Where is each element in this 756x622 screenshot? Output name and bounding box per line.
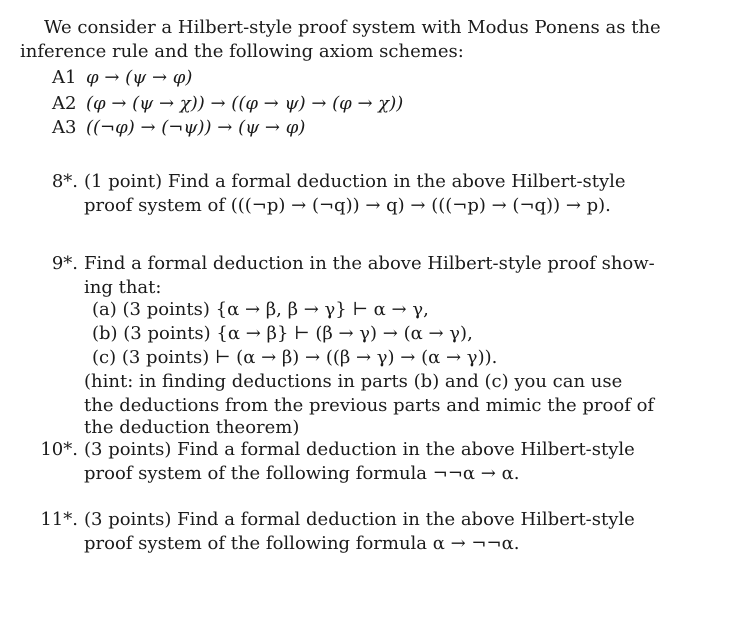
hint-text: (hint: in finding deductions in parts (b) and (c) you can use bbox=[84, 371, 623, 392]
problem-number: 9*. bbox=[51, 253, 78, 274]
subpart-a: (a) (3 points) {α → β, β → γ} ⊢ α → γ, bbox=[92, 299, 429, 320]
axiom-label: A1 bbox=[52, 67, 77, 88]
axiom-label: A2 bbox=[52, 93, 77, 114]
axiom-formula: φ → (ψ → φ) bbox=[86, 67, 193, 88]
problem-text: proof system of (((¬p) → (¬q)) → q) → (((¬p) → (¬q)) → p). bbox=[84, 195, 611, 216]
problem-text: (1 point) Find a formal deduction in the above Hilbert-style bbox=[84, 171, 626, 192]
subpart-b: (b) (3 points) {α → β} ⊢ (β → γ) → (α → γ), bbox=[92, 323, 473, 344]
intro-line-2: inference rule and the following axiom schemes: bbox=[20, 41, 464, 62]
problem-number: 10*. bbox=[40, 439, 78, 460]
axiom-a2 bbox=[52, 92, 403, 116]
problem-text: proof system of the following formula ¬¬α → α. bbox=[84, 463, 520, 484]
problem-number: 11*. bbox=[40, 509, 78, 530]
problem-text: (3 points) Find a formal deduction in the above Hilbert-style bbox=[84, 439, 635, 460]
axiom-a1 bbox=[52, 66, 192, 90]
axiom-formula: ((¬φ) → (¬ψ)) → (ψ → φ) bbox=[86, 117, 306, 138]
problem-text: Find a formal deduction in the above Hilbert-style proof show- bbox=[84, 253, 655, 274]
problem-number: 8*. bbox=[51, 171, 78, 192]
hint-text: the deduction theorem) bbox=[84, 417, 300, 438]
problem-text: ing that: bbox=[84, 277, 162, 298]
axiom-formula: (φ → (ψ → χ)) → ((φ → ψ) → (φ → χ)) bbox=[86, 93, 404, 114]
problem-text: (3 points) Find a formal deduction in the above Hilbert-style bbox=[84, 509, 635, 530]
axiom-a3 bbox=[52, 116, 305, 140]
problem-text: proof system of the following formula α → ¬¬α. bbox=[84, 533, 520, 554]
axiom-label: A3 bbox=[52, 117, 77, 138]
subpart-c: (c) (3 points) ⊢ (α → β) → ((β → γ) → (α → γ)). bbox=[92, 347, 498, 368]
hint-text: the deductions from the previous parts and mimic the proof of bbox=[84, 395, 655, 416]
intro-line-1: We consider a Hilbert-style proof system with Modus Ponens as the bbox=[44, 17, 661, 38]
